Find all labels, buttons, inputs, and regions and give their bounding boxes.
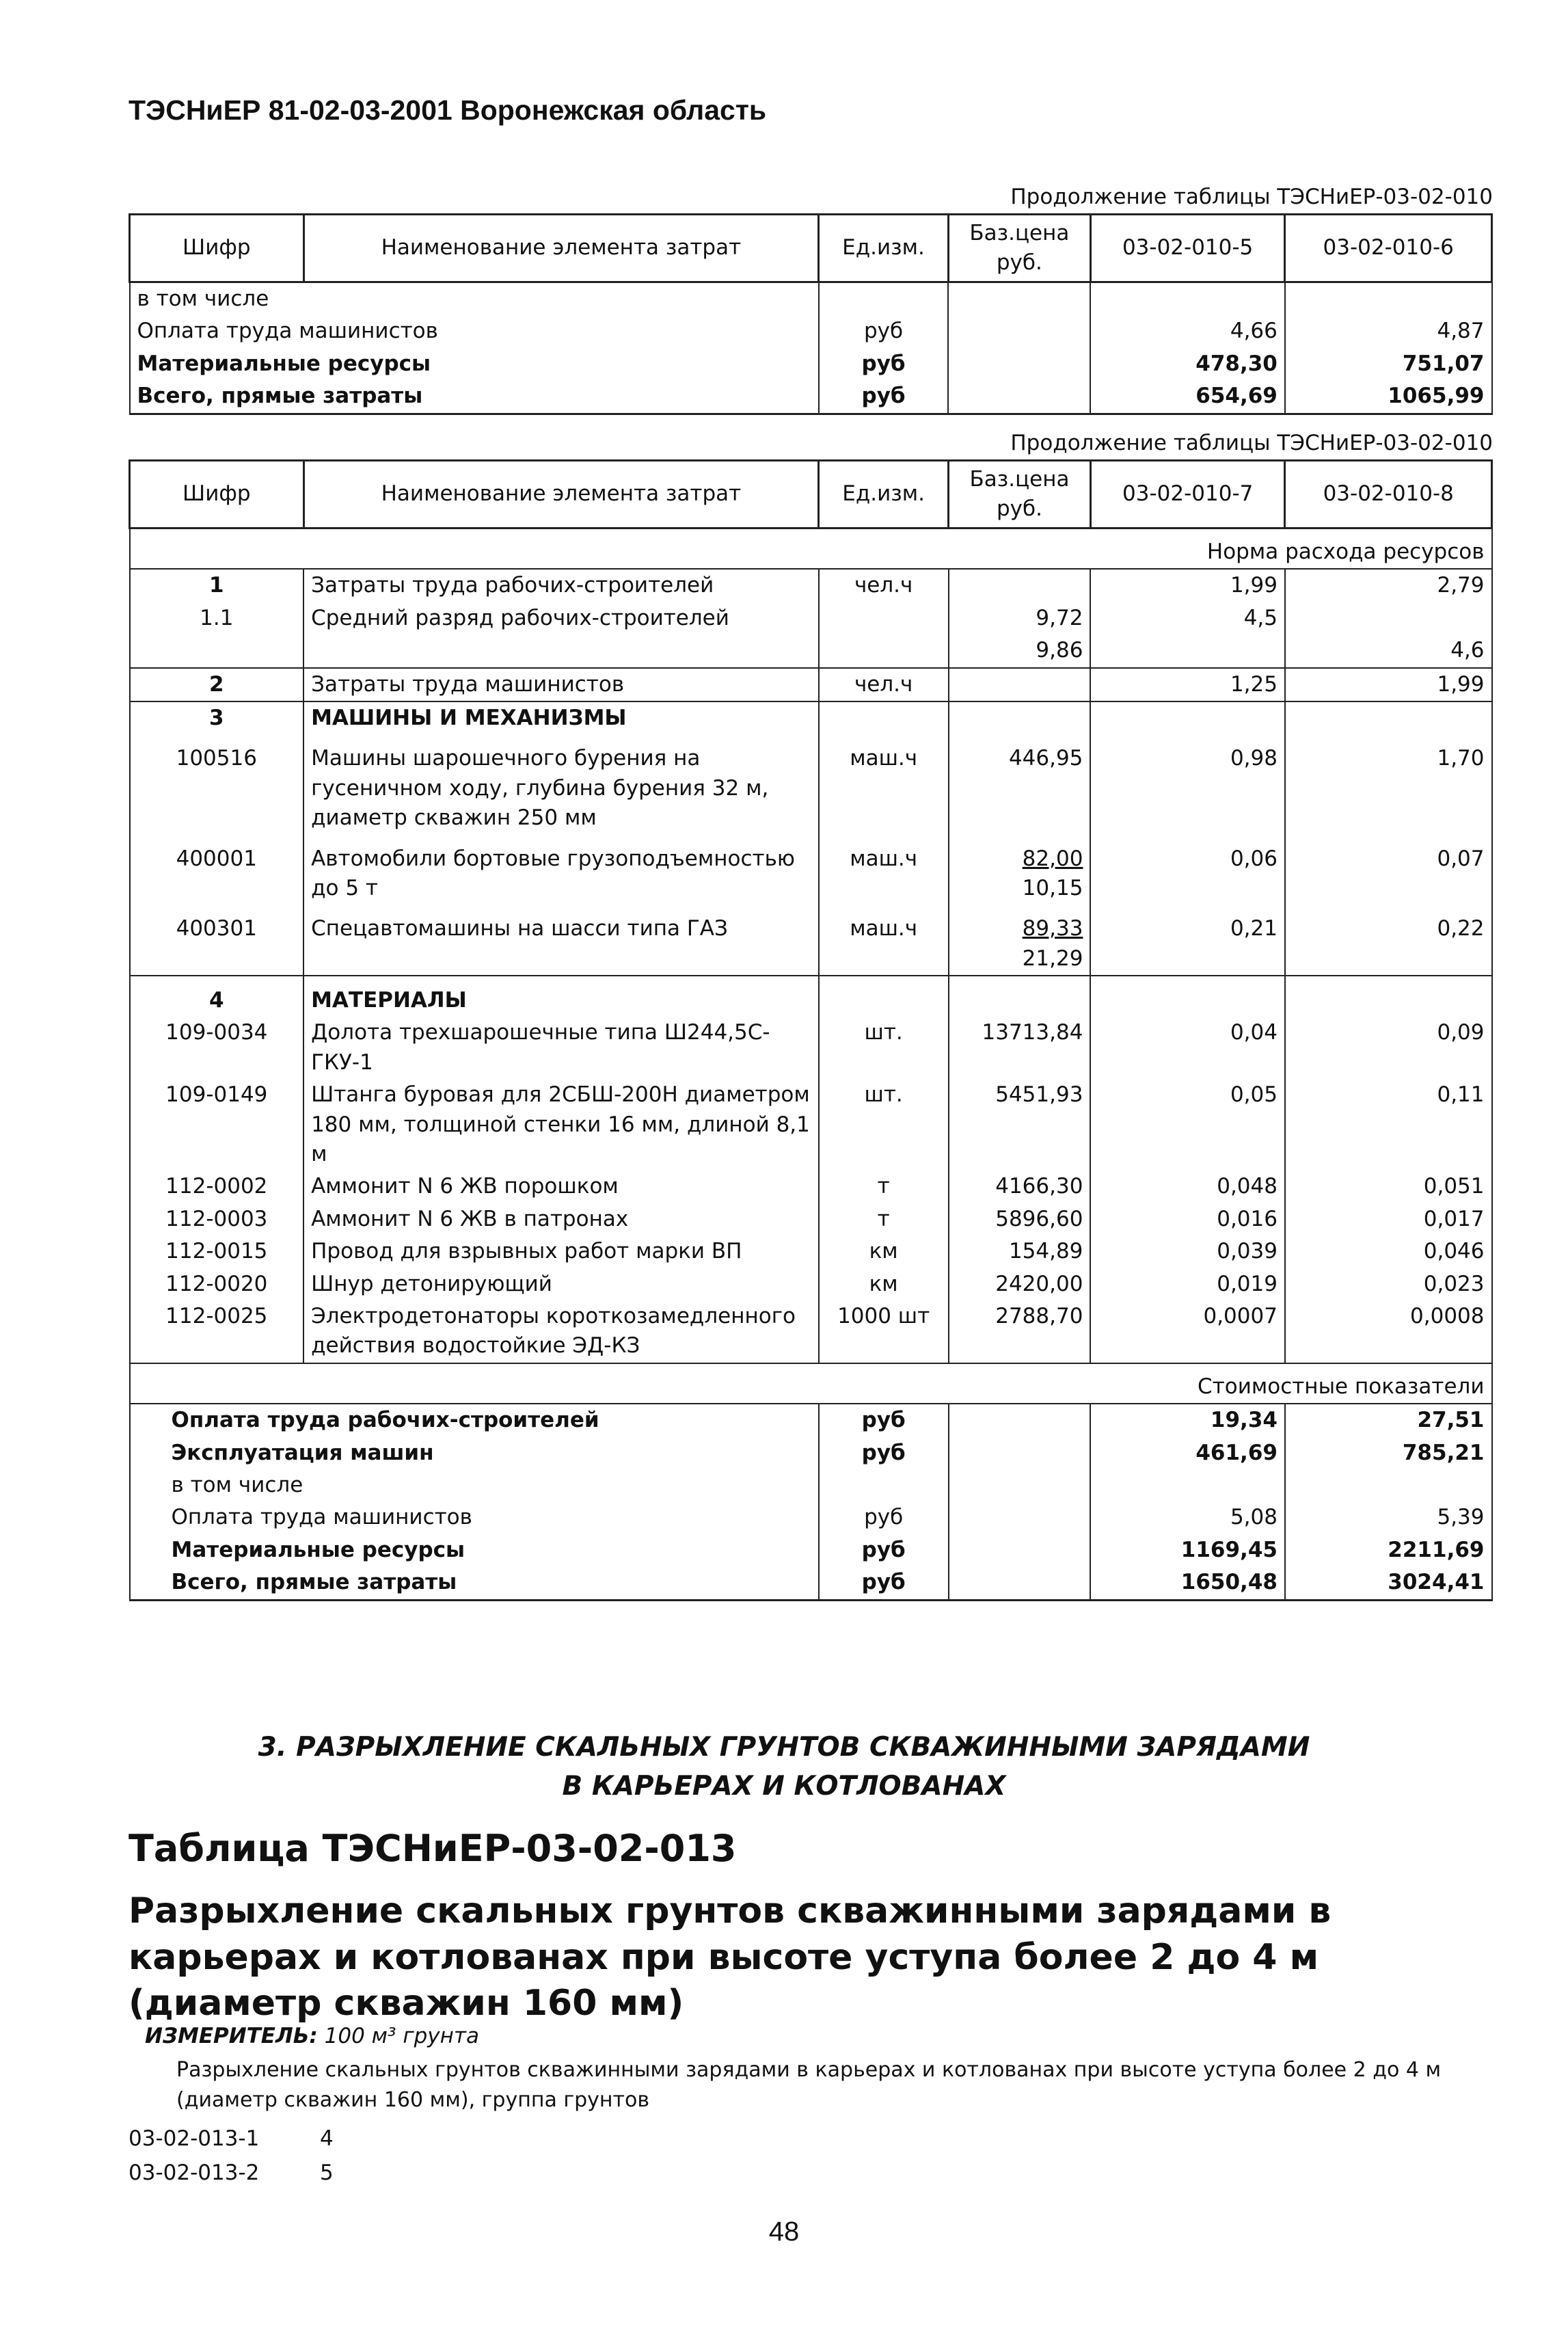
- table1-continuation: Продолжение таблицы ТЭСНиЕР-03-02-010: [1010, 185, 1493, 209]
- cost-v2: 785,21: [1285, 1437, 1492, 1469]
- row-price: 2420,00: [949, 1268, 1091, 1300]
- table-row: [130, 1017, 1492, 1079]
- row-unit: руб: [819, 315, 949, 347]
- row-price-secondary: 10,15: [1022, 875, 1083, 900]
- row-unit: чел.ч: [819, 668, 949, 701]
- row-price: 154,89: [949, 1235, 1091, 1268]
- row-price: 13713,84: [949, 1017, 1091, 1079]
- row-name: МАШИНЫ И МЕХАНИЗМЫ: [303, 701, 819, 734]
- row-v1: 0,98: [1090, 734, 1285, 834]
- row-v1: 4,5: [1090, 602, 1285, 634]
- col-name-header: Наименование элемента затрат: [303, 461, 819, 529]
- row-name: Электродетонаторы короткозамедленного действия водостойкие ЭД-КЗ: [303, 1300, 819, 1363]
- row-v1: 0,0007: [1090, 1300, 1285, 1363]
- row-v2: 751,07: [1285, 348, 1492, 380]
- row-name: Затраты труда машинистов: [303, 668, 819, 701]
- cost-v2: 2211,69: [1285, 1534, 1492, 1566]
- col-unit-header: Ед.изм.: [819, 461, 949, 529]
- row-v1: 0,21: [1090, 905, 1285, 976]
- cost-label: Стоимостные показатели: [130, 1363, 1492, 1404]
- section-title-line2: В КАРЬЕРАХ И КОТЛОВАНАХ: [562, 1770, 1006, 1802]
- cost-unit: руб: [819, 1566, 949, 1600]
- table-row: [130, 569, 1492, 602]
- row-v2: 1065,99: [1285, 380, 1492, 414]
- cost-v1: 1650,48: [1090, 1566, 1285, 1600]
- row-unit: маш.ч: [819, 905, 949, 976]
- row-v1: 4,66: [1090, 315, 1285, 347]
- cost-v2: 3024,41: [1285, 1566, 1492, 1600]
- table-title: Таблица ТЭСНиЕР-03-02-013: [129, 1827, 737, 1870]
- row-v2: 0,11: [1285, 1079, 1492, 1170]
- row-name: Всего, прямые затраты: [130, 380, 819, 414]
- cost-row: [130, 1469, 1492, 1501]
- table-row: [130, 282, 1492, 316]
- table-row: [130, 1268, 1492, 1300]
- row-price: 4166,30: [949, 1170, 1091, 1203]
- cost-row: [130, 1534, 1492, 1566]
- row-code: 400301: [130, 905, 304, 976]
- table-row: [130, 380, 1492, 414]
- row-code: 109-0034: [130, 1017, 304, 1079]
- cost-name: Материальные ресурсы: [130, 1534, 819, 1566]
- row-unit: т: [819, 1170, 949, 1203]
- row-name: Средний разряд рабочих-строителей: [303, 602, 819, 634]
- row-code: 112-0020: [130, 1268, 304, 1300]
- code-row: [129, 2126, 334, 2151]
- table2-header-row: [130, 461, 1492, 529]
- col-v1-header: 03-02-010-5: [1090, 215, 1285, 282]
- row-v2: 4,87: [1285, 315, 1492, 347]
- row-unit: км: [819, 1268, 949, 1300]
- row-v1: 0,06: [1090, 835, 1285, 905]
- col-price-header: Баз.цена руб.: [949, 461, 1091, 529]
- row-name: Шнур детонирующий: [303, 1268, 819, 1300]
- table-row: [130, 668, 1492, 701]
- meter-value: 100 м³ грунта: [324, 2024, 479, 2048]
- cost-row: [130, 1566, 1492, 1600]
- row-v1: 1,99: [1090, 569, 1285, 602]
- cost-name: Оплата труда машинистов: [130, 1501, 819, 1534]
- table2-continuation: Продолжение таблицы ТЭСНиЕР-03-02-010: [1010, 431, 1493, 455]
- col-price-header: Баз.цена руб.: [948, 215, 1090, 282]
- row-name: Автомобили бортовые грузоподъемностью до 5 т: [303, 835, 819, 905]
- row-price: 5451,93: [949, 1079, 1091, 1170]
- row-code: 112-0025: [130, 1300, 304, 1363]
- row-name: Материальные ресурсы: [130, 348, 819, 380]
- row-code: 2: [130, 668, 304, 701]
- section-row: [130, 976, 1492, 1017]
- cost-name: Всего, прямые затраты: [130, 1566, 819, 1600]
- table-row: [130, 905, 1492, 976]
- group: 5: [320, 2161, 334, 2185]
- row-name: Оплата труда машинистов: [130, 315, 819, 347]
- row-v1: 1,25: [1090, 668, 1285, 701]
- row-code: 112-0015: [130, 1235, 304, 1268]
- code-row: [129, 2161, 334, 2185]
- cost-unit: руб: [819, 1501, 949, 1534]
- col-unit-header: Ед.изм.: [819, 215, 949, 282]
- row-price: 9,72: [949, 602, 1091, 634]
- page-header: ТЭСНиЕР 81-02-03-2001 Воронежская область: [129, 94, 767, 126]
- cost-v2: 5,39: [1285, 1501, 1492, 1534]
- page-number: 48: [768, 2217, 800, 2247]
- row-unit: км: [819, 1235, 949, 1268]
- meter-label: ИЗМЕРИТЕЛЬ:: [145, 2024, 318, 2048]
- row-code: 400001: [130, 835, 304, 905]
- row-code: 112-0003: [130, 1203, 304, 1235]
- col-v2-header: 03-02-010-6: [1285, 215, 1492, 282]
- section-title-line1: 3. РАЗРЫХЛЕНИЕ СКАЛЬНЫХ ГРУНТОВ СКВАЖИННЫМИ ЗАРЯДАМИ: [258, 1732, 1310, 1763]
- cost-name: Эксплуатация машин: [130, 1437, 819, 1469]
- row-v1: 478,30: [1090, 348, 1285, 380]
- cost-row: [130, 1437, 1492, 1469]
- row-unit: маш.ч: [819, 835, 949, 905]
- row-v2: 0,0008: [1285, 1300, 1492, 1363]
- table2: [129, 459, 1493, 1601]
- cost-row: [130, 1501, 1492, 1534]
- row-price: 9,86: [949, 634, 1091, 667]
- table1-header-row: [130, 215, 1492, 282]
- row-v2: 2,79: [1285, 569, 1492, 602]
- norm-label: Норма расхода ресурсов: [130, 529, 1492, 570]
- row-name: Штанга буровая для 2СБШ-200Н диаметром 180 мм, толщиной стенки 16 мм, длиной 8,1 м: [303, 1079, 819, 1170]
- cost-v1: 5,08: [1090, 1501, 1285, 1534]
- row-name: Машины шарошечного бурения на гусеничном ходу, глубина бурения 32 м, диаметр скважин 250 мм: [303, 734, 819, 834]
- row-v2: 0,22: [1285, 905, 1492, 976]
- row-name: Затраты труда рабочих-строителей: [303, 569, 819, 602]
- row-v1: 0,039: [1090, 1235, 1285, 1268]
- cost-name: Оплата труда рабочих-строителей: [130, 1404, 819, 1436]
- table-row: [130, 1300, 1492, 1363]
- row-v1: 0,016: [1090, 1203, 1285, 1235]
- cost-unit: руб: [819, 1534, 949, 1566]
- row-code: 3: [130, 701, 304, 734]
- table-row: [130, 734, 1492, 834]
- row-code: 1: [130, 569, 304, 602]
- row-v2: 0,09: [1285, 1017, 1492, 1079]
- row-unit: руб: [819, 348, 949, 380]
- row-v2: 0,046: [1285, 1235, 1492, 1268]
- row-v1: 0,05: [1090, 1079, 1285, 1170]
- cost-v1: 1169,45: [1090, 1534, 1285, 1566]
- row-unit: руб: [819, 380, 949, 414]
- row-code: 100516: [130, 734, 304, 834]
- row-price: 5896,60: [949, 1203, 1091, 1235]
- table-row: [130, 634, 1492, 667]
- col-v2-header: 03-02-010-8: [1285, 461, 1492, 529]
- row-name: Аммонит N 6 ЖВ в патронах: [303, 1203, 819, 1235]
- row-price: 2788,70: [949, 1300, 1091, 1363]
- row-name: МАТЕРИАЛЫ: [303, 976, 819, 1017]
- row-v2: 1,70: [1285, 734, 1492, 834]
- row-v1: 654,69: [1090, 380, 1285, 414]
- table-row: [130, 1203, 1492, 1235]
- table-row: [130, 315, 1492, 347]
- cost-v1: 19,34: [1090, 1404, 1285, 1436]
- cost-row: [130, 1404, 1492, 1436]
- row-v2: 0,051: [1285, 1170, 1492, 1203]
- row-unit: 1000 шт: [819, 1300, 949, 1363]
- row-v2: 0,07: [1285, 835, 1492, 905]
- description: Разрыхление скальных грунтов скважинными зарядами в карьерах и котлованах при высоте уступа более 2 до 4 м (диаметр скважин 160 мм), группа грунтов: [176, 2058, 1442, 2112]
- table-row: [130, 602, 1492, 634]
- row-unit: т: [819, 1203, 949, 1235]
- col-name-header: Наименование элемента затрат: [303, 215, 819, 282]
- row-name: Провод для взрывных работ марки ВП: [303, 1235, 819, 1268]
- row-price: 89,33: [1022, 916, 1083, 941]
- cost-unit: руб: [819, 1404, 949, 1436]
- table-row: [130, 1235, 1492, 1268]
- row-unit: шт.: [819, 1017, 949, 1079]
- row-name: Аммонит N 6 ЖВ порошком: [303, 1170, 819, 1203]
- table-subtitle: Разрыхление скальных грунтов скважинными зарядами в карьерах и котлованах при высоте уступа более 2 до 4 м (диаметр скважин 160 мм): [129, 1890, 1332, 2024]
- row-unit: чел.ч: [819, 569, 949, 602]
- row-price: 82,00: [1022, 846, 1083, 871]
- row-code: 109-0149: [130, 1079, 304, 1170]
- group: 4: [320, 2126, 334, 2151]
- row-v2: 0,017: [1285, 1203, 1492, 1235]
- col-code-header: Шифр: [130, 215, 304, 282]
- table-row: [130, 348, 1492, 380]
- row-v1: 0,019: [1090, 1268, 1285, 1300]
- section-row: [130, 701, 1492, 734]
- row-v2: 0,023: [1285, 1268, 1492, 1300]
- cost-unit: руб: [819, 1437, 949, 1469]
- code: 03-02-013-1: [129, 2126, 260, 2151]
- row-v1: 0,04: [1090, 1017, 1285, 1079]
- row-name: Долота трехшарошечные типа Ш244,5С-ГКУ-1: [303, 1017, 819, 1079]
- table1: [129, 213, 1493, 415]
- row-price: 446,95: [949, 734, 1091, 834]
- row-unit: маш.ч: [819, 734, 949, 834]
- row-price-secondary: 21,29: [1022, 946, 1083, 971]
- row-name: в том числе: [130, 282, 819, 316]
- row-unit: шт.: [819, 1079, 949, 1170]
- cost-v2: 27,51: [1285, 1404, 1492, 1436]
- table-row: [130, 835, 1492, 905]
- row-v2: 4,6: [1285, 634, 1492, 667]
- row-v1: 0,048: [1090, 1170, 1285, 1203]
- row-v2: 1,99: [1285, 668, 1492, 701]
- row-code: 112-0002: [130, 1170, 304, 1203]
- row-code: 4: [130, 976, 304, 1017]
- section-title: [0, 1728, 1568, 1806]
- table-row: [130, 1079, 1492, 1170]
- cost-name: в том числе: [130, 1469, 819, 1501]
- cost-v1: 461,69: [1090, 1437, 1285, 1469]
- cost-label-row: [130, 1363, 1492, 1404]
- norm-label-row: [130, 529, 1492, 570]
- code: 03-02-013-2: [129, 2161, 260, 2185]
- row-code: 1.1: [130, 602, 304, 634]
- meter: [145, 2024, 479, 2048]
- table-row: [130, 1170, 1492, 1203]
- col-v1-header: 03-02-010-7: [1090, 461, 1285, 529]
- col-code-header: Шифр: [130, 461, 304, 529]
- row-name: Спецавтомашины на шасси типа ГАЗ: [303, 905, 819, 976]
